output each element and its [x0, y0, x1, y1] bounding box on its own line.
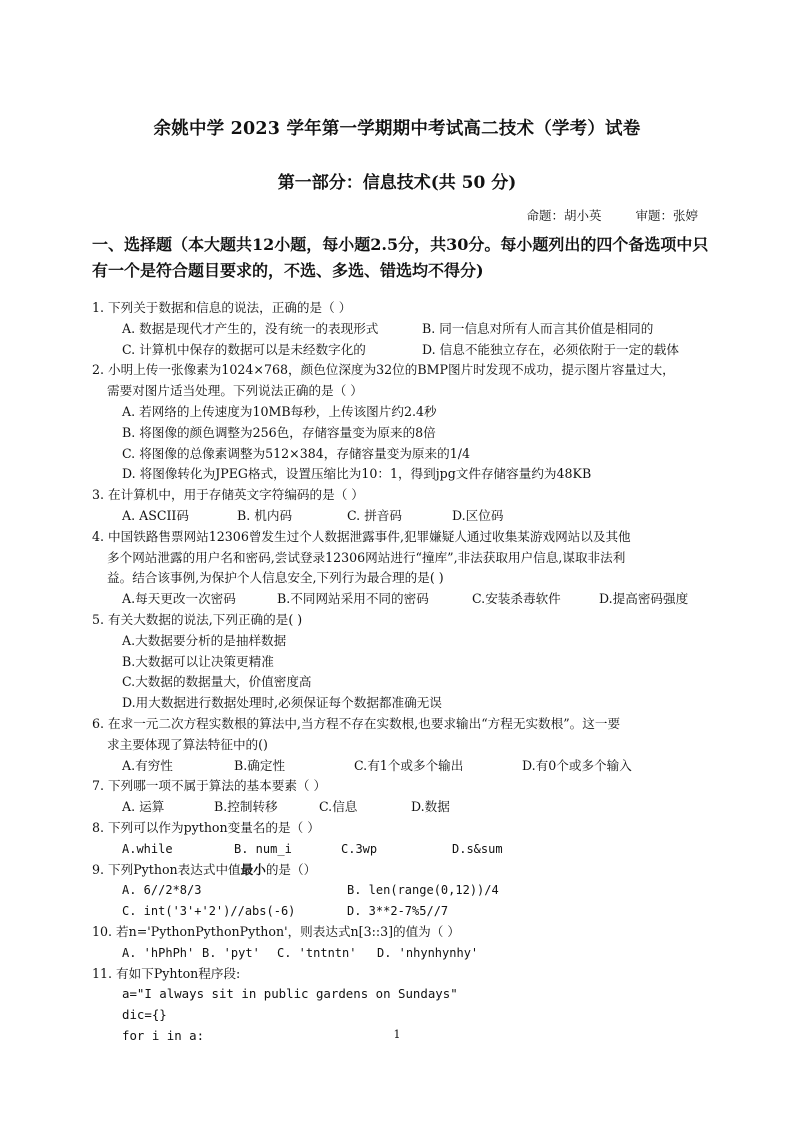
question-1-option-b: B. 同一信息对所有人而言其价值是相同的	[422, 320, 654, 336]
question-8-option-a: A.while	[122, 841, 173, 856]
authors-line	[496, 206, 698, 224]
question-7-options	[92, 797, 712, 818]
question-3-option-a: A. ASCII码	[122, 507, 190, 523]
question-1-options-row-1	[92, 319, 712, 340]
question-10-option-a: A. 'hPhPh'	[122, 945, 195, 960]
question-11-code-line-2: dic={}	[122, 1007, 167, 1023]
question-2-stem: 2. 小明上传一张像素为1024×768，颜色位深度为32位的BMP图片时发现不成功，提示图片容量过大，	[92, 362, 675, 378]
question-4-options	[92, 589, 712, 610]
reviewer: 审题：张婷	[635, 208, 698, 223]
question-10-options	[92, 943, 712, 964]
question-2-stem-cont: 需要对图片适当处理。下列说法正确的是（ ）	[107, 383, 363, 399]
question-9-stem	[92, 860, 712, 881]
question-8-option-d: D.s&sum	[452, 841, 503, 856]
section-heading	[92, 232, 712, 284]
question-1-options-row-2	[92, 340, 712, 361]
question-3-option-c: C. 拼音码	[347, 507, 402, 523]
section-heading-line-2: 有一个是符合题目要求的，不选、多选、错选均不得分)	[92, 261, 484, 280]
question-6-stem-cont: 求主要体现了算法特征中的()	[107, 736, 268, 752]
question-3-option-b: B. 机内码	[237, 507, 293, 523]
question-6-stem: 6. 在求一元二次方程实数根的算法中,当方程不存在实数根,也要求输出“方程无实数根”。这一要	[92, 715, 621, 731]
author: 命题：胡小英	[526, 208, 602, 223]
question-4-option-c: C.安装杀毒软件	[472, 591, 561, 607]
question-9-option-a: A. 6//2*8/3	[122, 883, 202, 898]
question-9-stem-emphasis: 最小	[240, 861, 266, 877]
question-2-option-b: B. 将图像的颜色调整为256色，存储容量变为原来的8倍	[122, 424, 436, 440]
question-6-options	[92, 756, 712, 777]
question-8-option-b: B. num_i	[234, 841, 292, 856]
question-4-option-d: D.提高密码强度	[599, 591, 689, 607]
question-1-option-a: A. 数据是现代才产生的，没有统一的表现形式	[122, 320, 379, 336]
question-8-option-c: C.3wp	[341, 841, 378, 856]
question-6-option-d: D.有0个或多个输入	[522, 757, 632, 773]
question-8-options	[92, 839, 712, 860]
question-3-stem: 3. 在计算机中，用于存储英文字符编码的是（ ）	[92, 487, 364, 503]
question-1-stem: 1. 下列关于数据和信息的说法，正确的是（ ）	[92, 300, 352, 315]
question-9-options-row-1	[92, 880, 712, 901]
question-8-stem: 8. 下列可以作为python变量名的是（ ）	[92, 819, 320, 835]
question-4-stem-cont-2: 益。结合该事例,为保护个人信息安全,下列行为最合理的是( )	[107, 570, 444, 586]
question-1-option-d: D. 信息不能独立存在，必须依附于一定的载体	[422, 341, 679, 357]
question-7-option-c: C.信息	[319, 799, 358, 815]
question-9-stem-pre: 9. 下列Python表达式中值	[92, 861, 241, 877]
question-7-option-a: A. 运算	[122, 799, 165, 815]
question-9-option-c: C. int('3'+'2')//abs(-6)	[122, 904, 296, 919]
question-7-option-d: D.数据	[411, 799, 450, 815]
question-11-code-line-1: a="I always sit in public gardens on Sundays"	[122, 986, 458, 1002]
question-9-options-row-2	[92, 901, 712, 922]
question-7-option-b: B.控制转移	[214, 799, 278, 815]
section-heading-line-1: 一、选择题（本大题共12小题，每小题2.5分，共30分。每小题列出的四个备选项中只	[92, 235, 709, 254]
question-9-option-d: D. 3**2-7%5//7	[347, 904, 449, 919]
question-5-option-b: B.大数据可以让决策更精准	[122, 653, 274, 669]
question-1-option-c: C. 计算机中保存的数据可以是未经数字化的	[122, 341, 366, 357]
part-title: 第一部分：信息技术(共 50 分)	[277, 173, 517, 193]
question-5-option-c: C.大数据的数据量大，价值密度高	[122, 674, 312, 690]
question-10-stem: 10. 若n='PythonPythonPython'，则表达式n[3::3]的值为（ ）	[92, 923, 460, 939]
question-4-stem-cont-1: 多个网站泄露的用户名和密码,尝试登录12306网站进行“撞库”,非法获取用户信息,谋取非法利	[107, 549, 626, 565]
question-9-stem-post: 的是（）	[265, 861, 317, 877]
question-2-option-d: D. 将图像转化为JPEG格式，设置压缩比为10：1，得到jpg文件存储容量约为48KB	[122, 466, 592, 482]
question-10-option-b: B. 'pyt'	[202, 945, 260, 960]
exam-title: 余姚中学 2023 学年第一学期期中考试高二技术（学考）试卷	[153, 119, 641, 139]
question-6-option-c: C.有1个或多个输出	[354, 757, 464, 773]
question-6-option-b: B.确定性	[234, 757, 286, 773]
question-4-option-b: B.不同网站采用不同的密码	[277, 591, 429, 607]
question-5-stem: 5. 有关大数据的说法,下列正确的是( )	[92, 611, 303, 627]
question-5-option-d: D.用大数据进行数据处理时,必须保证每个数据都准确无误	[122, 695, 442, 711]
page-number: 1	[393, 1028, 401, 1041]
question-2-option-a: A. 若网络的上传速度为10MB每秒，上传该图片约2.4秒	[122, 403, 437, 419]
question-list	[92, 298, 712, 1047]
question-11-code-line-3: for i in a:	[122, 1027, 205, 1043]
question-6-option-a: A.有穷性	[122, 757, 173, 773]
question-7-stem: 7. 下列哪一项不属于算法的基本要素（ ）	[92, 778, 327, 794]
question-10-option-d: D. 'nhynhynhy'	[377, 945, 479, 960]
question-3-options	[92, 506, 712, 527]
question-9-option-b: B. len(range(0,12))/4	[347, 883, 499, 898]
question-11-stem: 11. 有如下Pyhton程序段:	[92, 965, 241, 981]
question-10-option-c: C. 'tntntn'	[277, 945, 357, 960]
question-5-option-a: A.大数据要分析的是抽样数据	[122, 632, 287, 648]
question-3-option-d: D.区位码	[452, 507, 504, 523]
question-4-stem: 4. 中国铁路售票网站12306曾发生过个人数据泄露事件,犯罪嫌疑人通过收集某游戏网站以及其他	[92, 528, 631, 544]
question-4-option-a: A.每天更改一次密码	[122, 591, 236, 607]
question-2-option-c: C. 将图像的总像素调整为512×384，存储容量变为原来的1/4	[122, 445, 470, 461]
